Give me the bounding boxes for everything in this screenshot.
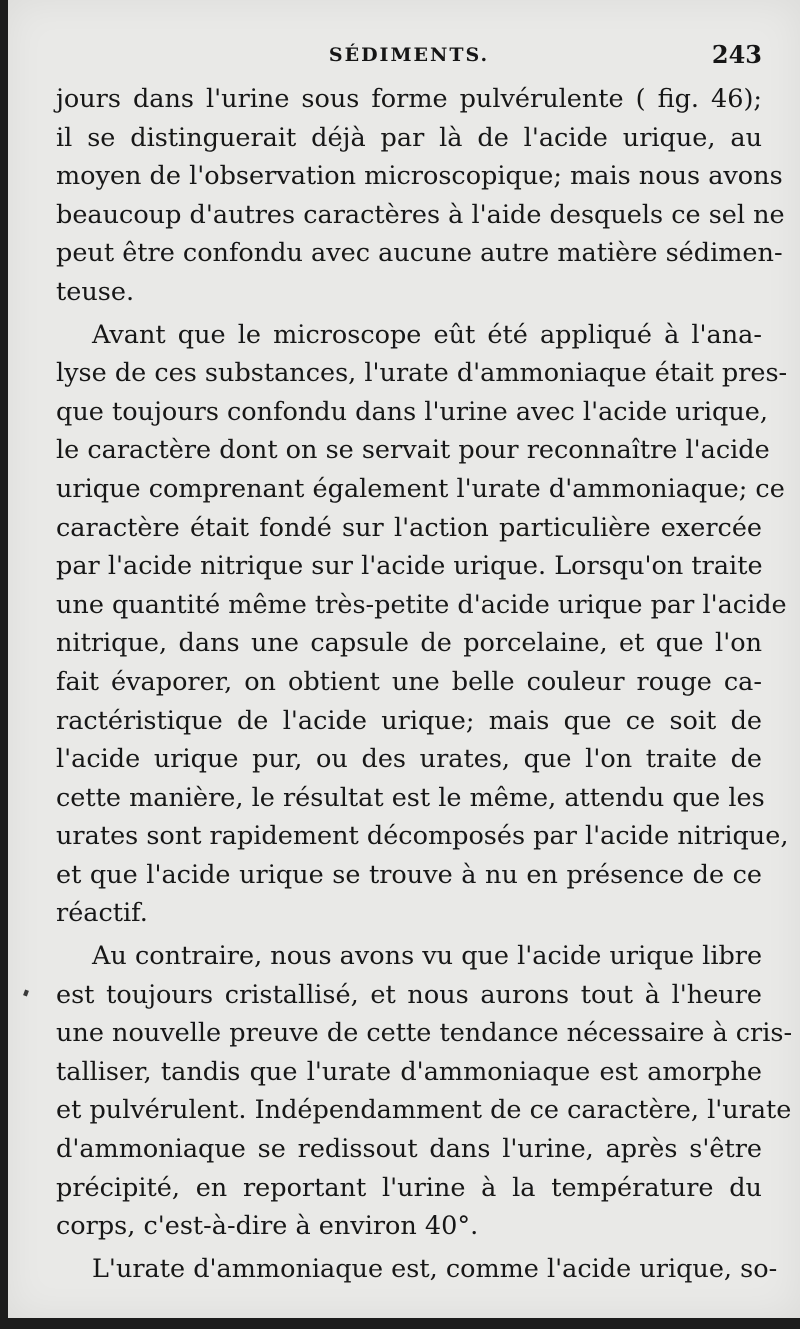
text-line: cette manière, le résultat est le même, attendu que les bbox=[56, 782, 765, 813]
text-line: caractère était fondé sur l'action particulière exercée bbox=[56, 512, 762, 543]
text-line: une nouvelle preuve de cette tendance nécessaire à cris- bbox=[56, 1018, 793, 1049]
text-line: et pulvérulent. Indépendamment de ce caractère, l'urate bbox=[56, 1095, 792, 1126]
text-line: est toujours cristallisé, et nous aurons tout à l'heure bbox=[56, 979, 762, 1010]
text-line: d'ammoniaque se redissout dans l'urine, après s'être bbox=[56, 1134, 762, 1165]
body-text bbox=[56, 80, 793, 1288]
text-line: urates sont rapidement décomposés par l'acide nitrique, bbox=[56, 821, 789, 852]
text-line: teuse. bbox=[56, 276, 135, 307]
text-line: moyen de l'observation microscopique; mais nous avons bbox=[56, 161, 783, 192]
page-number: 243 bbox=[711, 40, 762, 69]
text-line: Au contraire, nous avons vu que l'acide urique libre bbox=[92, 941, 763, 972]
text-line: beaucoup d'autres caractères à l'aide desquels ce sel ne bbox=[56, 199, 785, 230]
text-line: par l'acide nitrique sur l'acide urique. Lorsqu'on traite bbox=[56, 551, 763, 582]
text-line: L'urate d'ammoniaque est, comme l'acide urique, so- bbox=[92, 1253, 778, 1284]
book-page bbox=[8, 0, 800, 1318]
text-line: peut être confondu avec aucune autre matière sédimen- bbox=[56, 238, 783, 269]
text-line: réactif. bbox=[56, 898, 148, 929]
text-line: fait évaporer, on obtient une belle couleur rouge ca- bbox=[56, 666, 762, 697]
page-header bbox=[56, 40, 762, 74]
text-line: urique comprenant également l'urate d'ammoniaque; ce bbox=[56, 473, 785, 504]
running-title: SÉDIMENTS. bbox=[328, 44, 490, 66]
text-line: talliser, tandis que l'urate d'ammoniaque est amorphe bbox=[56, 1056, 762, 1087]
text-line: l'acide urique pur, ou des urates, que l'on traite de bbox=[56, 744, 762, 775]
text-line: le caractère dont on se servait pour reconnaître l'acide bbox=[56, 435, 770, 466]
text-line: lyse de ces substances, l'urate d'ammoniaque était pres- bbox=[56, 358, 788, 389]
text-line: une quantité même très-petite d'acide urique par l'acide bbox=[56, 589, 787, 620]
text-line: et que l'acide urique se trouve à nu en présence de ce bbox=[56, 859, 762, 890]
text-line: que toujours confondu dans l'urine avec l'acide urique, bbox=[56, 396, 768, 427]
text-line: précipité, en reportant l'urine à la température du bbox=[56, 1172, 762, 1203]
text-line: il se distinguerait déjà par là de l'acide urique, au bbox=[56, 122, 762, 153]
ink-smudge bbox=[23, 989, 29, 996]
text-line: Avant que le microscope eût été appliqué à l'ana- bbox=[92, 319, 762, 350]
text-line: corps, c'est-à-dire à environ 40°. bbox=[56, 1211, 479, 1242]
text-line: nitrique, dans une capsule de porcelaine, et que l'on bbox=[56, 628, 762, 659]
text-line: ractéristique de l'acide urique; mais que ce soit de bbox=[56, 705, 762, 736]
text-line: jours dans l'urine sous forme pulvérulente ( fig. 46); bbox=[56, 84, 762, 114]
